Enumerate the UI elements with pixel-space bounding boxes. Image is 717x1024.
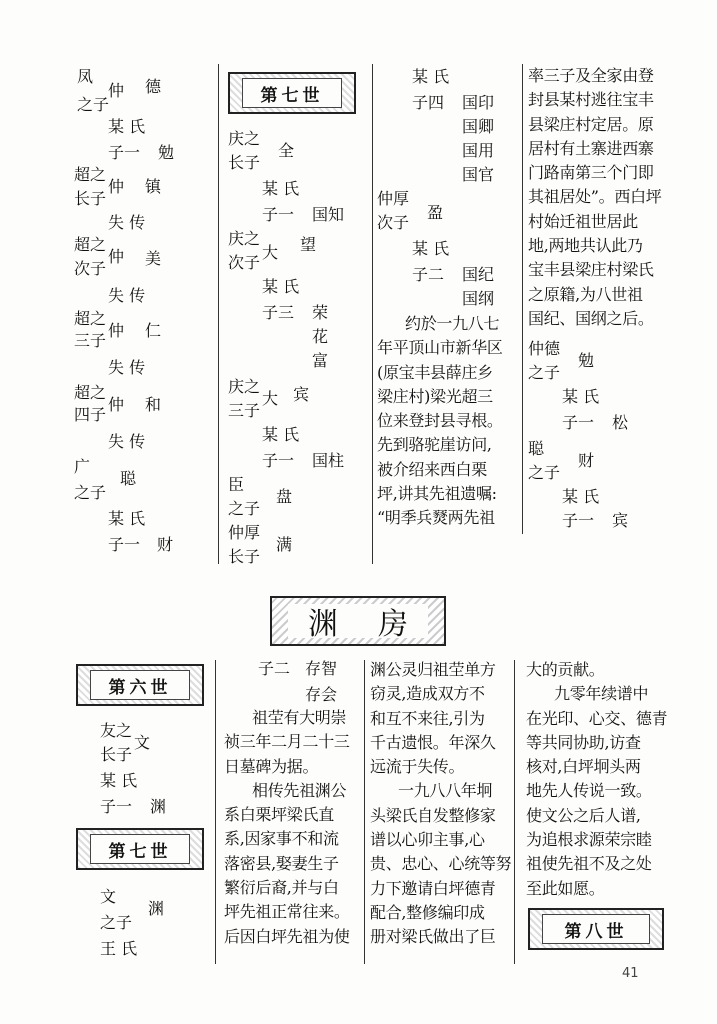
relation-text: 之子	[528, 363, 561, 382]
relation-text: 长子	[228, 547, 261, 566]
banner-label: 第七世	[242, 78, 342, 108]
text-line: 年平顶山市新华区	[377, 338, 503, 358]
text-line: 一九八八年坰	[398, 781, 493, 801]
text-line: 落密县,娶妻生子	[224, 853, 339, 873]
name-text: 和	[145, 395, 162, 414]
text-line: 相传先祖渊公	[252, 780, 347, 800]
text-line: 贵、忠心、心统等努	[370, 854, 512, 874]
name-text: 国纪	[462, 265, 495, 284]
text-line: 繁衍后裔,并与白	[224, 878, 339, 898]
status-text: 失 传	[108, 286, 146, 305]
relation-text: 之子	[228, 499, 261, 518]
name-text: 聪	[120, 469, 137, 488]
name-text: 宾	[293, 385, 310, 404]
relation-text: 三子	[74, 331, 107, 350]
name-text: 超之	[74, 235, 107, 254]
spouse-text: 某 氏	[100, 771, 138, 790]
name-text: 盘	[276, 487, 293, 506]
text-line: 祖使先祖不及之处	[526, 854, 652, 874]
name-text: 庆之	[228, 377, 261, 396]
text-line: 门路南第三个门即	[528, 163, 654, 183]
spouse-text: 某 氏	[108, 117, 146, 136]
son-count-text: 子一	[262, 451, 295, 470]
name-text: 文	[134, 733, 151, 752]
text-line: 村始迁祖世居此	[528, 211, 638, 231]
name-text: 全	[278, 141, 295, 160]
name-text: 国纲	[462, 289, 495, 308]
spouse-text: 某 氏	[412, 239, 450, 258]
name-text: 存智	[305, 659, 338, 678]
relation-text: 次子	[228, 253, 261, 272]
text-line: 系白栗坪梁氏直	[224, 805, 334, 825]
column-divider	[364, 660, 365, 964]
name-text: 大	[262, 389, 279, 408]
text-line: 被介绍来西白栗	[377, 459, 487, 479]
name-text: 仲德	[528, 339, 561, 358]
son-count-text: 子一	[108, 535, 141, 554]
text-line: 核对,白坪坰头两	[526, 757, 641, 777]
name-text: 渊	[148, 899, 165, 918]
relation-text: 次子	[74, 259, 107, 278]
name-text: 财	[578, 451, 595, 470]
name-text: 国印	[462, 93, 495, 112]
relation-text: 长子	[74, 189, 107, 208]
body-paragraph	[224, 706, 364, 949]
text-line: 之原籍,为八世祖	[528, 284, 643, 304]
text-line: 力下邀请白坪德青	[370, 878, 496, 898]
text-line: 后因白坪先祖为使	[224, 926, 350, 946]
generation-banner	[528, 908, 664, 950]
relation-text: 长子	[100, 745, 133, 764]
section-title	[288, 604, 448, 642]
name-text: 盈	[427, 203, 444, 222]
name-text: 仲厚	[377, 189, 410, 208]
name-text: 聪	[528, 439, 545, 458]
status-text: 失 传	[108, 432, 146, 451]
name-text: 镇	[145, 177, 162, 196]
spouse-text: 王 氏	[100, 939, 138, 958]
text-line: 窃灵,造成双方不	[370, 684, 485, 704]
name-text: 望	[300, 235, 317, 254]
text-line: 日墓碑为据。	[224, 756, 319, 776]
name-text: 国用	[462, 141, 495, 160]
text-line: 先到骆驼崖访问,	[377, 435, 492, 455]
text-line: 渊公灵归祖茔单方	[370, 660, 496, 679]
text-line: 使文公之后人谱,	[526, 805, 641, 825]
name-text: 财	[157, 535, 174, 554]
text-line: 坪,讲其先祖遗嘱:	[377, 484, 497, 504]
relation-text: 之子	[528, 463, 561, 482]
column-divider	[372, 64, 373, 564]
name-text: 仲	[108, 177, 125, 196]
name-text: 渊	[150, 797, 167, 816]
text-line: 远流于失传。	[370, 757, 465, 777]
page-number: 41	[622, 966, 639, 981]
name-text: 富	[312, 351, 329, 370]
son-count-text: 子一	[108, 143, 141, 162]
name-text: 超之	[74, 309, 107, 328]
body-paragraph	[526, 658, 671, 901]
text-line: 册对梁氏做出了巨	[370, 927, 496, 947]
text-line: 系,因家事不和流	[224, 829, 339, 849]
relation-text: 之子	[100, 913, 133, 932]
banner-label: 第七世	[90, 834, 190, 864]
text-line: 至此如愿。	[526, 878, 605, 898]
text-line: 为追根求源荣宗睦	[526, 830, 652, 850]
name-text: 国知	[312, 205, 345, 224]
name-text: 满	[276, 535, 293, 554]
spouse-text: 某 氏	[262, 277, 300, 296]
name-text: 庆之	[228, 129, 261, 148]
name-text: 庆之	[228, 229, 261, 248]
text-line: 在光印、心交、德青	[526, 708, 668, 728]
text-line: 率三子及全家由登	[528, 66, 654, 85]
son-count-text: 子四	[412, 93, 445, 112]
relation-text: 之子	[77, 95, 110, 114]
son-count-text: 子一	[562, 413, 595, 432]
text-line: 封县某村逃往宝丰	[528, 90, 654, 110]
generation-banner	[76, 828, 204, 870]
name-text: 仲	[108, 247, 125, 266]
son-count-text: 子二	[258, 659, 291, 678]
name-text: 仲	[108, 395, 125, 414]
name-text: 仁	[145, 321, 162, 340]
text-line: 居村有土寨进西寨	[528, 138, 654, 158]
name-text: 美	[145, 249, 162, 268]
name-text: 松	[612, 413, 629, 432]
text-line: 约於一九八七	[405, 314, 500, 333]
relation-text: 三子	[228, 401, 261, 420]
spouse-text: 某 氏	[562, 387, 600, 406]
status-text: 失 传	[108, 213, 146, 232]
son-count-text: 子三	[262, 303, 295, 322]
text-line: 国纪、国纲之后。	[528, 308, 654, 328]
text-line: 谱以心卯主事,心	[370, 830, 485, 850]
text-line: 位来登封县寻根。	[377, 411, 503, 431]
relation-text: 之子	[74, 483, 107, 502]
text-line: 县梁庄村定居。原	[528, 114, 654, 134]
name-text: 宾	[612, 511, 629, 530]
son-count-text: 子二	[412, 265, 445, 284]
text-line: 等共同协助,访查	[526, 732, 641, 752]
name-text: 花	[312, 327, 329, 346]
name-text: 文	[100, 887, 117, 906]
name-text: 超之	[74, 165, 107, 184]
text-line: (原宝丰县薛庄乡	[377, 362, 493, 382]
text-line: 千古遗恨。年深久	[370, 732, 496, 752]
spouse-text: 某 氏	[262, 425, 300, 444]
name-text: 国柱	[312, 451, 345, 470]
text-line: 和互不来往,引为	[370, 708, 485, 728]
relation-text: 次子	[377, 213, 410, 232]
son-count-text: 子一	[100, 797, 133, 816]
banner-label: 第六世	[90, 670, 190, 700]
body-paragraph	[528, 64, 673, 331]
name-text: 德	[145, 77, 162, 96]
name-text: 国卿	[462, 117, 495, 136]
spouse-text: 某 氏	[262, 179, 300, 198]
text-line: 大的贡献。	[526, 660, 605, 679]
name-text: 凤	[77, 67, 94, 86]
text-line: 其祖居处”。西白坪	[528, 187, 662, 207]
text-line: 宝丰县梁庄村梁氏	[528, 260, 654, 280]
column-divider	[215, 660, 216, 964]
text-line: “明季兵燹两先祖	[377, 508, 495, 528]
name-text: 国官	[462, 165, 495, 184]
text-line: 祖茔有大明崇	[252, 708, 347, 727]
body-paragraph	[370, 658, 515, 950]
text-line: 地,两地共认此乃	[528, 236, 643, 256]
status-text: 失 传	[108, 358, 146, 377]
name-text: 存会	[305, 685, 338, 704]
text-line: 祯三年二月二十三	[224, 732, 350, 752]
name-text: 仲厚	[228, 523, 261, 542]
son-count-text: 子一	[562, 511, 595, 530]
text-line: 头梁氏自发整修家	[370, 805, 496, 825]
relation-text: 四子	[74, 405, 107, 424]
text-line: 梁庄村)梁光超三	[377, 386, 493, 406]
name-text: 友之	[100, 721, 133, 740]
name-text: 超之	[74, 383, 107, 402]
name-text: 仲	[108, 81, 125, 100]
column-divider	[218, 64, 219, 564]
spouse-text: 某 氏	[562, 487, 600, 506]
spouse-text: 某 氏	[108, 509, 146, 528]
section-title-banner	[270, 596, 446, 646]
name-text: 勉	[158, 143, 175, 162]
banner-label: 第八世	[542, 914, 650, 944]
section-title-text: 渊房	[308, 607, 448, 642]
name-text: 臣	[228, 475, 245, 494]
text-line: 九零年续谱中	[554, 684, 649, 704]
body-paragraph	[377, 312, 517, 531]
column-divider	[514, 660, 515, 964]
relation-text: 长子	[228, 153, 261, 172]
name-text: 仲	[108, 321, 125, 340]
name-text: 荣	[312, 303, 329, 322]
column-divider	[522, 64, 523, 534]
name-text: 广	[74, 457, 91, 476]
text-line: 配合,整修编印成	[370, 902, 485, 922]
text-line: 坪先祖正常往来。	[224, 902, 350, 922]
generation-banner	[76, 664, 204, 706]
name-text: 勉	[578, 351, 595, 370]
generation-banner	[228, 72, 356, 114]
text-line: 地先人传说一致。	[526, 781, 652, 801]
name-text: 大	[262, 243, 279, 262]
spouse-text: 某 氏	[412, 67, 450, 86]
son-count-text: 子一	[262, 205, 295, 224]
